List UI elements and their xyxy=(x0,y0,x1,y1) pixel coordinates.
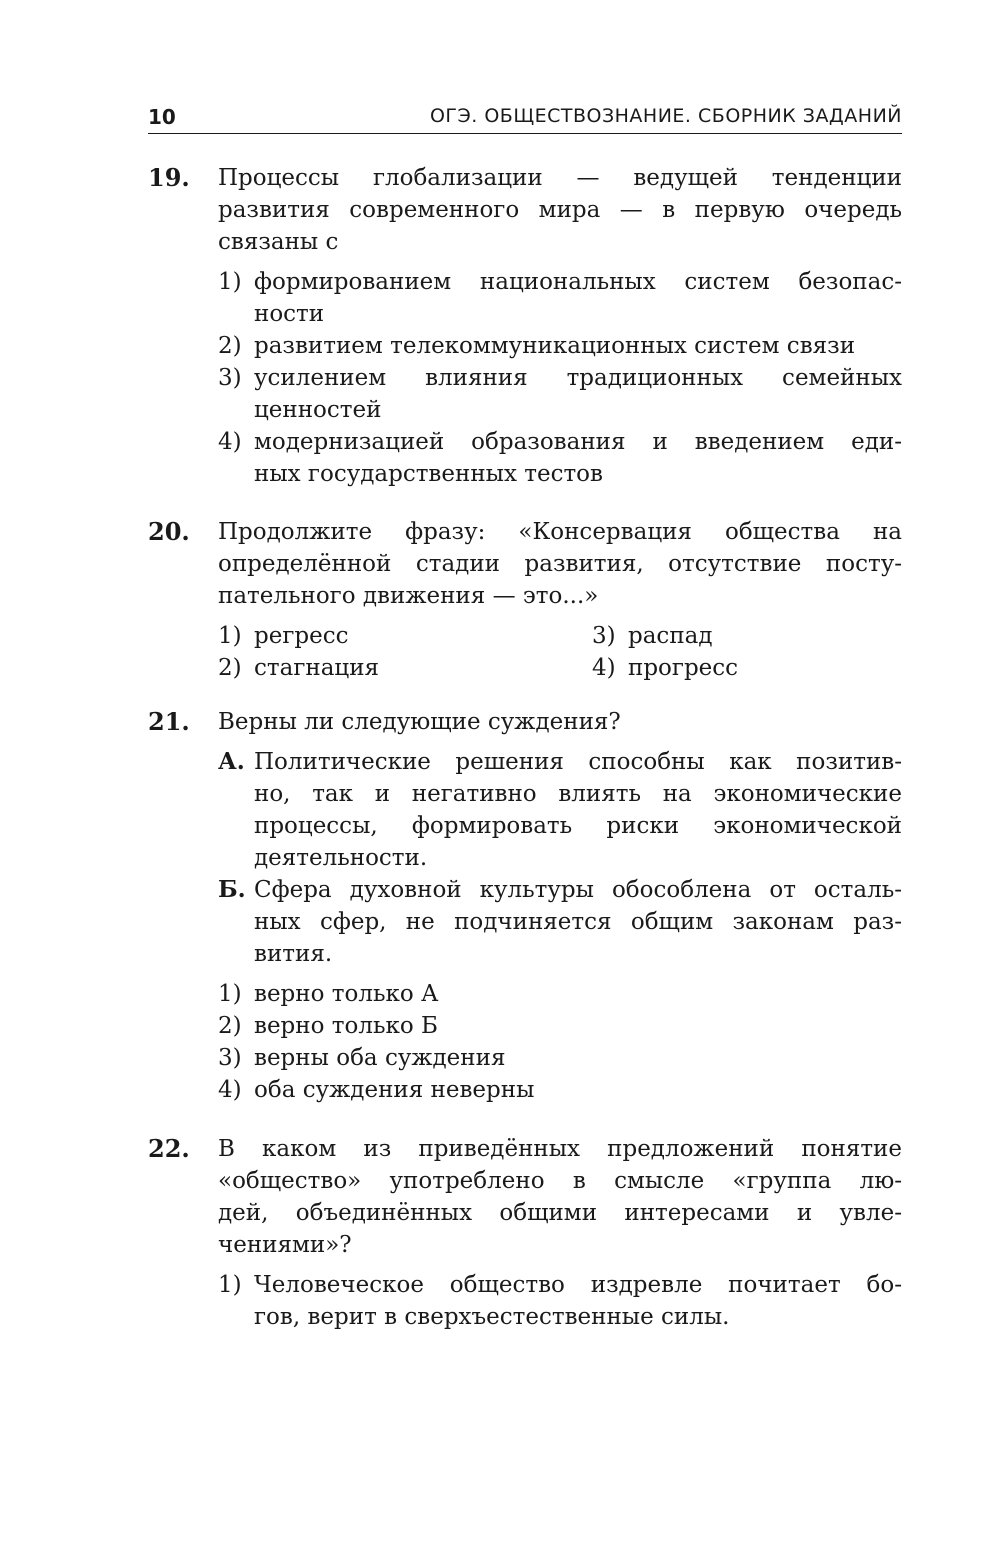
task-number: 22. xyxy=(148,1134,190,1163)
statement-b: Б. Сфера духовной культуры обособлена от осталь- ных сфер, не подчиняется общим законам раз- вития. xyxy=(218,876,902,967)
task-number: 19. xyxy=(148,163,190,192)
answer-options xyxy=(218,978,902,1106)
task-20 xyxy=(148,516,902,684)
answer-option[interactable]: 2) развитием телекоммуникационных систем связи xyxy=(218,333,856,359)
answer-option[interactable]: 3) верны оба суждения xyxy=(218,1045,506,1071)
task-question: Продолжите фразу: «Консервация общества на определённой стадии развития, отсутствие посту- пательного движения — это...» xyxy=(218,519,902,609)
answer-option[interactable]: 2) стагнация xyxy=(218,655,380,681)
task-22 xyxy=(148,1133,902,1333)
answer-option[interactable]: 4) модернизацией образования и введением еди- ных государственных тестов xyxy=(218,429,902,487)
page-number: 10 xyxy=(148,105,176,129)
statement-a: А. Политические решения способны как позитив- но, так и негативно влиять на экономические процессы, формировать риски экономической деятельности. xyxy=(218,748,902,871)
answer-option[interactable]: 1) верно только А xyxy=(218,981,439,1007)
task-number: 21. xyxy=(148,707,190,736)
book-title: ОГЭ. ОБЩЕСТВОЗНАНИЕ. СБОРНИК ЗАДАНИЙ xyxy=(429,105,902,127)
page-header xyxy=(148,103,902,134)
statements xyxy=(218,746,902,970)
answer-option[interactable]: 4) оба суждения неверны xyxy=(218,1077,535,1103)
answer-option[interactable]: 4) прогресс xyxy=(592,655,739,681)
task-question: Процессы глобализации — ведущей тенденции развития современного мира — в первую очередь связаны с xyxy=(218,165,902,255)
answer-options xyxy=(218,620,902,684)
answer-options xyxy=(218,266,902,490)
answer-option[interactable]: 1) регресс xyxy=(218,623,349,649)
task-question: Верны ли следующие суждения? xyxy=(218,709,621,735)
answer-option[interactable]: 1) формированием национальных систем безопас- ности xyxy=(218,269,902,327)
task-question: В каком из приведённых предложений понятие «общество» употреблено в смысле «группа лю- дей, объединённых общими интересами и увле- чениями»? xyxy=(218,1136,902,1258)
answer-option[interactable]: 3) распад xyxy=(592,623,713,649)
answer-option[interactable]: 3) усилением влияния традиционных семейных ценностей xyxy=(218,365,902,423)
answer-option[interactable]: 1) Человеческое общество издревле почитает бо- гов, верит в сверхъестественные силы. xyxy=(218,1272,902,1330)
answer-options xyxy=(218,1269,902,1333)
answer-option[interactable]: 2) верно только Б xyxy=(218,1013,438,1039)
task-21 xyxy=(148,706,902,1106)
task-number: 20. xyxy=(148,517,190,546)
task-19 xyxy=(148,162,902,490)
